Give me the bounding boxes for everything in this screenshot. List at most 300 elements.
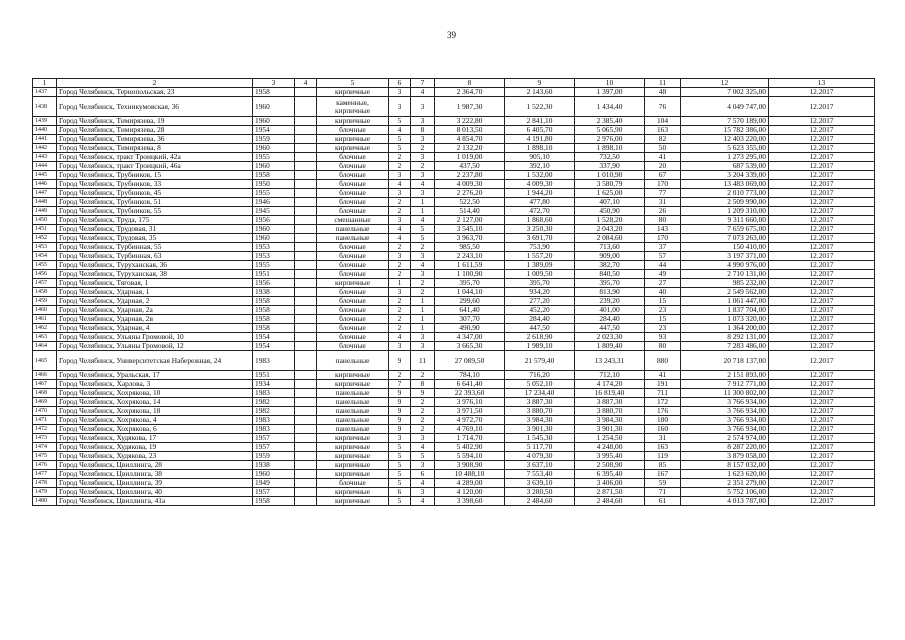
table-cell: 2 (389, 324, 411, 333)
table-cell: 395,70 (575, 279, 645, 288)
table-cell: 15 (645, 315, 681, 324)
table-cell: Город Челябинск, Трубников, 33 (57, 180, 253, 189)
table-cell: 1957 (253, 488, 295, 497)
table-cell: 4 (389, 180, 411, 189)
table-cell: 1474 (33, 443, 57, 452)
table-cell: кирпичные (317, 470, 389, 479)
table-cell: 10 488,10 (435, 470, 505, 479)
table-cell: 41 (645, 371, 681, 380)
table-cell: 12.2017 (769, 162, 875, 171)
table-cell: 3 204 339,00 (681, 171, 769, 180)
table-cell: 3 665,30 (435, 342, 505, 351)
table-cell: блочные (317, 261, 389, 270)
table-cell: 6 641,40 (435, 380, 505, 389)
table-cell: Город Челябинск, Хохрякова, 10 (57, 389, 253, 398)
table-cell (295, 470, 317, 479)
table-cell (295, 243, 317, 252)
table-row (33, 488, 875, 497)
table-cell: 4 (389, 333, 411, 342)
table-cell: 5 065,90 (575, 126, 645, 135)
table-cell: 1 868,60 (505, 216, 575, 225)
table-cell: Город Челябинск, Хохрякова, 14 (57, 398, 253, 407)
table-cell (295, 198, 317, 207)
table-cell: 12.2017 (769, 398, 875, 407)
table-cell: 82 (645, 135, 681, 144)
table-cell: 21 579,40 (505, 351, 575, 371)
table-cell: 1 557,20 (505, 252, 575, 261)
table-cell: 4 854,70 (435, 135, 505, 144)
table-cell: 2 (411, 243, 435, 252)
table-cell: 3 580,79 (575, 180, 645, 189)
table-cell: 395,70 (435, 279, 505, 288)
table-cell: 4 009,30 (435, 180, 505, 189)
table-cell: 447,50 (575, 324, 645, 333)
table-cell: 12.2017 (769, 461, 875, 470)
table-cell: 5 (389, 479, 411, 488)
table-cell (295, 315, 317, 324)
table-cell: 277,20 (505, 297, 575, 306)
table-cell: Город Челябинск, Хохрякова, 6 (57, 425, 253, 434)
table-cell: 401,00 (575, 306, 645, 315)
table-cell: 1469 (33, 398, 57, 407)
table-cell: 1951 (253, 371, 295, 380)
table-cell: 3 (411, 117, 435, 126)
header-cell: 4 (295, 79, 317, 88)
table-cell: 1983 (253, 389, 295, 398)
table-cell: 37 (645, 243, 681, 252)
table-cell: 12.2017 (769, 297, 875, 306)
table-row (33, 351, 875, 371)
table-cell: 11 (411, 351, 435, 371)
table-cell: 12.2017 (769, 342, 875, 351)
table-cell (295, 144, 317, 153)
table-cell: 514,40 (435, 207, 505, 216)
table-cell: 12.2017 (769, 425, 875, 434)
table-cell (295, 398, 317, 407)
table-cell: 4 248,00 (575, 443, 645, 452)
table-cell: 85 (645, 461, 681, 470)
table-cell: 2 976,00 (575, 135, 645, 144)
table-cell: 3 976,10 (435, 398, 505, 407)
table-cell: 1 (411, 306, 435, 315)
table-cell: 9 311 660,00 (681, 216, 769, 225)
table-cell: кирпичные (317, 497, 389, 506)
table-cell: 1442 (33, 144, 57, 153)
table-cell: 1 (411, 315, 435, 324)
table-cell: 2 574 974,00 (681, 434, 769, 443)
table-cell: 12.2017 (769, 171, 875, 180)
table-cell (295, 443, 317, 452)
table-cell: Город Челябинск, Цвиллинга, 28 (57, 461, 253, 470)
table-cell: 1463 (33, 333, 57, 342)
table-cell: 1 528,20 (575, 216, 645, 225)
table-row (33, 207, 875, 216)
table-cell: 7 (389, 380, 411, 389)
table-cell: 880 (645, 351, 681, 371)
table-cell: 4 079,30 (505, 452, 575, 461)
table-cell: 1 532,00 (505, 171, 575, 180)
table-cell (295, 416, 317, 425)
table-cell: 12.2017 (769, 407, 875, 416)
table-cell: 9 (389, 416, 411, 425)
table-cell (295, 479, 317, 488)
table-cell: Город Челябинск, Тимирязева, 36 (57, 135, 253, 144)
table-cell: 5 594,10 (435, 452, 505, 461)
table-cell: панельные (317, 407, 389, 416)
table-row (33, 389, 875, 398)
table-cell: 163 (645, 126, 681, 135)
table-cell: 31 (645, 434, 681, 443)
table-cell: 20 718 137,00 (681, 351, 769, 371)
table-cell (295, 279, 317, 288)
table-cell: 17 234,40 (505, 389, 575, 398)
table-cell: 1983 (253, 351, 295, 371)
table-cell: блочные (317, 162, 389, 171)
table-row (33, 324, 875, 333)
table-cell: 1 073 320,00 (681, 315, 769, 324)
table-cell: блочные (317, 189, 389, 198)
table-cell (295, 407, 317, 416)
table-cell: 9 (389, 425, 411, 434)
table-cell: Город Челябинск, Ударная, 1 (57, 288, 253, 297)
table-cell: 1 (411, 297, 435, 306)
table-cell: 3 (389, 342, 411, 351)
table-cell: 2 (411, 398, 435, 407)
table-cell: 1480 (33, 497, 57, 506)
table-cell: 4 769,10 (435, 425, 505, 434)
table-cell: 12.2017 (769, 315, 875, 324)
table-cell: 7 002 325,00 (681, 88, 769, 97)
table-cell: 2 243,10 (435, 252, 505, 261)
table-cell: 1 397,00 (575, 88, 645, 97)
header-cell: 7 (411, 79, 435, 88)
table-cell: 8 157 032,00 (681, 461, 769, 470)
table-cell: каменные, кирпичные (317, 97, 389, 117)
table-cell: 3 880,70 (575, 407, 645, 416)
table-cell: 1958 (253, 88, 295, 97)
table-row (33, 261, 875, 270)
table-cell (295, 488, 317, 497)
table-cell: 12.2017 (769, 180, 875, 189)
table-cell: кирпичные (317, 88, 389, 97)
header-cell: 8 (435, 79, 505, 88)
table-cell: 1471 (33, 416, 57, 425)
table-cell: 1956 (253, 279, 295, 288)
table-cell: 6 (411, 470, 435, 479)
table-cell: Город Челябинск, Уральская, 17 (57, 371, 253, 380)
table-cell: 1958 (253, 306, 295, 315)
table-cell: 1 254,50 (575, 434, 645, 443)
table-cell: 3 (389, 434, 411, 443)
table-cell: 180 (645, 416, 681, 425)
table-cell: 9 (411, 389, 435, 398)
table-cell: панельные (317, 234, 389, 243)
table-cell: 284,40 (505, 315, 575, 324)
table-cell (295, 342, 317, 351)
table-cell: 6 405,70 (505, 126, 575, 135)
table-cell: 12.2017 (769, 234, 875, 243)
header-cell: 9 (505, 79, 575, 88)
table-cell: 753,90 (505, 243, 575, 252)
table-cell: 12.2017 (769, 270, 875, 279)
table-cell: Город Челябинск, Тяговая, 1 (57, 279, 253, 288)
table-cell: 4 (411, 88, 435, 97)
table-cell: 59 (645, 479, 681, 488)
table-cell: 4 013 787,00 (681, 497, 769, 506)
table-cell: 12.2017 (769, 351, 875, 371)
table-cell: 1955 (253, 189, 295, 198)
table-cell: 5 (389, 470, 411, 479)
table-cell: 1441 (33, 135, 57, 144)
table-row (33, 470, 875, 479)
table-cell: 12.2017 (769, 452, 875, 461)
table-cell: 1938 (253, 288, 295, 297)
table-cell (295, 180, 317, 189)
table-cell: 447,50 (505, 324, 575, 333)
table-cell: 472,70 (505, 207, 575, 216)
table-cell: 1 (389, 279, 411, 288)
table-cell: 12.2017 (769, 189, 875, 198)
table-cell: 12.2017 (769, 470, 875, 479)
table-cell: 5 (411, 234, 435, 243)
table-cell: 1468 (33, 389, 57, 398)
table-cell: Город Челябинск, Ульяны Громовой, 12 (57, 342, 253, 351)
table-cell: 2 385,40 (575, 117, 645, 126)
table-cell (295, 351, 317, 371)
table-row (33, 153, 875, 162)
table-cell: 80 (645, 216, 681, 225)
table-cell: 3 637,10 (505, 461, 575, 470)
table-cell: Город Челябинск, Хохрякова, 4 (57, 416, 253, 425)
table-cell: 3 901,30 (575, 425, 645, 434)
table-cell: блочные (317, 324, 389, 333)
table-cell: 2 (389, 207, 411, 216)
table-cell: блочные (317, 126, 389, 135)
table-cell: 2 (411, 144, 435, 153)
table-row (33, 342, 875, 351)
table-cell: 49 (645, 270, 681, 279)
table-cell: Город Челябинск, Трубников, 55 (57, 207, 253, 216)
table-cell: панельные (317, 398, 389, 407)
table-cell (295, 324, 317, 333)
table-row (33, 479, 875, 488)
table-cell: 4 (411, 216, 435, 225)
table-cell: 2 (411, 162, 435, 171)
table-cell: 4 347,00 (435, 333, 505, 342)
table-row (33, 88, 875, 97)
table-cell: 1440 (33, 126, 57, 135)
table-cell: 12.2017 (769, 416, 875, 425)
header-cell: 11 (645, 79, 681, 88)
table-cell: 12.2017 (769, 88, 875, 97)
table-cell: 711 (645, 389, 681, 398)
table-cell: 3 (411, 189, 435, 198)
table-cell: 3 (389, 171, 411, 180)
table-row (33, 135, 875, 144)
table-cell: 3 (411, 252, 435, 261)
table-cell: 4 174,20 (575, 380, 645, 389)
table-cell: 5 (389, 117, 411, 126)
table-cell: 1 611,59 (435, 261, 505, 270)
table-cell: 3 (389, 88, 411, 97)
table-cell: 3 222,80 (435, 117, 505, 126)
table-cell: 77 (645, 189, 681, 198)
table-cell: 2 (389, 315, 411, 324)
table-cell: блочные (317, 180, 389, 189)
table-cell: блочные (317, 207, 389, 216)
table-cell (295, 497, 317, 506)
table-cell: 813,90 (575, 288, 645, 297)
table-cell: 1461 (33, 315, 57, 324)
table-cell: 172 (645, 398, 681, 407)
table-cell: 1 989,10 (505, 342, 575, 351)
table-cell: 452,20 (505, 306, 575, 315)
table-cell: 1458 (33, 288, 57, 297)
table-cell: Город Челябинск, Ударная, 2в (57, 315, 253, 324)
table-cell: 150 410,00 (681, 243, 769, 252)
table-cell: 2 509 990,00 (681, 198, 769, 207)
table-cell: Город Челябинск, Туруханская, 36 (57, 261, 253, 270)
table-cell: 13 483 069,00 (681, 180, 769, 189)
table-cell (295, 306, 317, 315)
table-cell: Город Челябинск, Худякова, 17 (57, 434, 253, 443)
table-cell: 20 (645, 162, 681, 171)
table-cell: 1 019,00 (435, 153, 505, 162)
table-row (33, 180, 875, 189)
header-cell: 6 (389, 79, 411, 88)
table-cell: 12.2017 (769, 135, 875, 144)
table-cell: 2 143,60 (505, 88, 575, 97)
table-cell: 1957 (253, 443, 295, 452)
table-cell: 5 752 106,00 (681, 488, 769, 497)
table-cell: 1459 (33, 297, 57, 306)
table-cell: 3 (411, 171, 435, 180)
table-row (33, 117, 875, 126)
table-cell: 641,40 (435, 306, 505, 315)
table-row (33, 97, 875, 117)
table-cell: 1 625,00 (575, 189, 645, 198)
table-cell: 2 710 131,00 (681, 270, 769, 279)
table-cell: 3 (411, 333, 435, 342)
table-cell: 2 237,80 (435, 171, 505, 180)
table-cell: 1960 (253, 470, 295, 479)
table-cell: 1452 (33, 234, 57, 243)
table-cell: 1 898,10 (575, 144, 645, 153)
table-cell: 1448 (33, 198, 57, 207)
table-cell: 1954 (253, 126, 295, 135)
table-cell: 191 (645, 380, 681, 389)
table-cell: 1946 (253, 198, 295, 207)
table-cell: 5 402,90 (435, 443, 505, 452)
table-cell: 12.2017 (769, 371, 875, 380)
table-cell: 437,50 (435, 162, 505, 171)
table-cell: 3 766 934,00 (681, 398, 769, 407)
table-cell: 6 395,40 (575, 470, 645, 479)
table-cell: 8 292 131,00 (681, 333, 769, 342)
table-cell: 840,50 (575, 270, 645, 279)
table-cell: 2 (389, 198, 411, 207)
table-cell: 3 (389, 288, 411, 297)
table-cell: 61 (645, 497, 681, 506)
table-row (33, 380, 875, 389)
table-cell: блочные (317, 198, 389, 207)
table-cell: 3 879 058,00 (681, 452, 769, 461)
table-cell: 71 (645, 488, 681, 497)
table-row (33, 306, 875, 315)
table-row (33, 443, 875, 452)
table-cell: кирпичные (317, 135, 389, 144)
table-cell: 1446 (33, 180, 57, 189)
table-cell: 1960 (253, 225, 295, 234)
table-cell: Город Челябинск, Техникумовская, 36 (57, 97, 253, 117)
table-cell: 1958 (253, 171, 295, 180)
table-cell: 6 (389, 488, 411, 497)
table-cell: 732,50 (575, 153, 645, 162)
table-cell (295, 461, 317, 470)
table-cell: 392,10 (505, 162, 575, 171)
table-cell (295, 389, 317, 398)
table-cell: 1 (411, 324, 435, 333)
table-cell: 7 570 189,00 (681, 117, 769, 126)
table-cell: 7 283 486,00 (681, 342, 769, 351)
table-cell: 4 (389, 225, 411, 234)
table-cell: 27 (645, 279, 681, 288)
table-cell: 1464 (33, 342, 57, 351)
table-cell: 12.2017 (769, 389, 875, 398)
table-cell (295, 88, 317, 97)
table-cell (295, 333, 317, 342)
table-cell: 9 (389, 398, 411, 407)
table-cell: 1960 (253, 234, 295, 243)
table-cell (295, 126, 317, 135)
table-cell: 1 209 310,00 (681, 207, 769, 216)
table-cell: блочные (317, 252, 389, 261)
table-cell: 4 (389, 234, 411, 243)
table-row (33, 162, 875, 171)
table-cell: 1951 (253, 270, 295, 279)
table-cell: 2 484,60 (505, 497, 575, 506)
table-cell: Город Челябинск, Ульяны Громовой, 10 (57, 333, 253, 342)
table-cell: 12.2017 (769, 252, 875, 261)
table-cell: 176 (645, 407, 681, 416)
table-cell: 2 (389, 261, 411, 270)
table-cell: 12.2017 (769, 279, 875, 288)
table-cell: 67 (645, 171, 681, 180)
table-cell: смешанные (317, 216, 389, 225)
table-row (33, 371, 875, 380)
table-cell: 12.2017 (769, 380, 875, 389)
table-cell: 1455 (33, 261, 57, 270)
table-cell: 687 539,00 (681, 162, 769, 171)
table-cell: 1466 (33, 371, 57, 380)
table-cell: 1 434,40 (575, 97, 645, 117)
table-cell (295, 153, 317, 162)
table-cell: 12.2017 (769, 216, 875, 225)
page-number: 39 (447, 30, 456, 40)
table-cell: 1470 (33, 407, 57, 416)
table-cell: 1476 (33, 461, 57, 470)
table-cell (295, 234, 317, 243)
table-cell: 985,50 (435, 243, 505, 252)
table-cell: 1478 (33, 479, 57, 488)
table-cell: 1473 (33, 434, 57, 443)
table-cell: Город Челябинск, Трудовая, 35 (57, 234, 253, 243)
table-cell: 3 766 934,00 (681, 407, 769, 416)
table-cell (295, 171, 317, 180)
table-cell: 5 (389, 135, 411, 144)
table-cell: 3 406,00 (575, 479, 645, 488)
table-cell: панельные (317, 389, 389, 398)
